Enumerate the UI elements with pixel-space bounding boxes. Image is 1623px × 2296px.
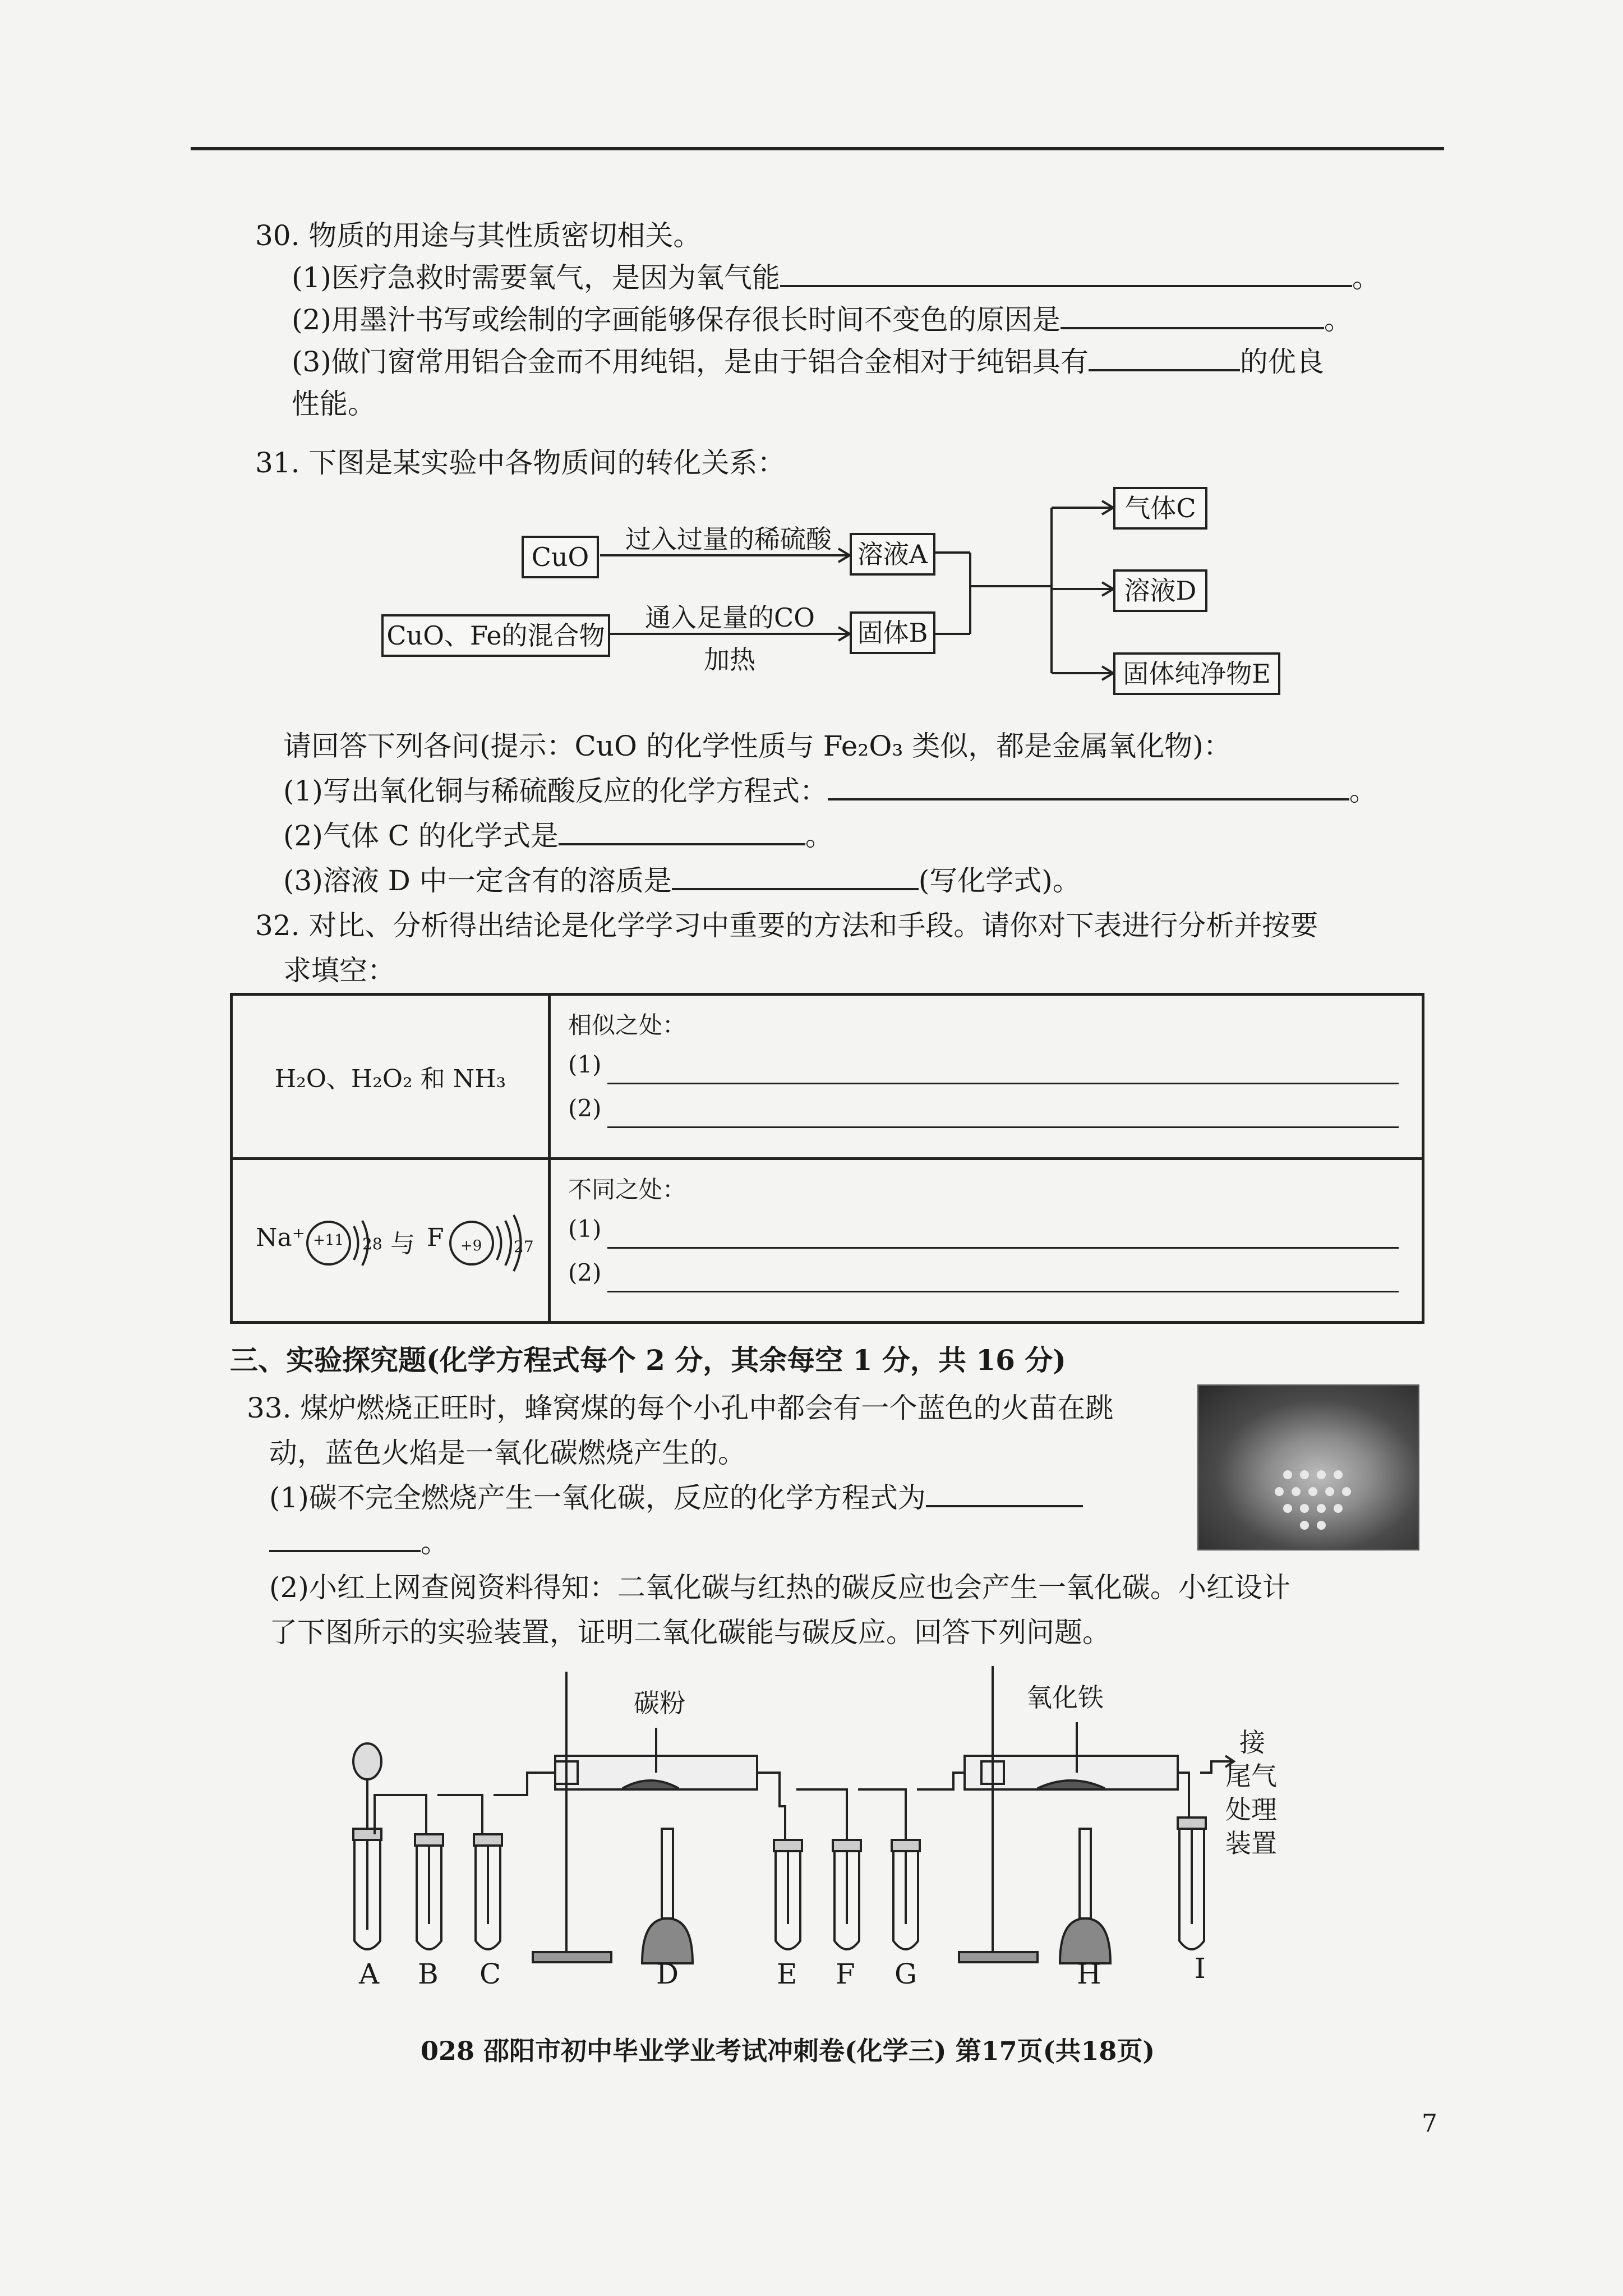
q31-hint: 请回答下列各问(提示：CuO 的化学性质与 Fe₂O₃ 类似，都是金属氧化物)： xyxy=(283,730,1232,762)
q31-answer-3-blank[interactable] xyxy=(672,861,919,890)
label-a: A xyxy=(359,1958,380,1990)
q33-line2: 动，蓝色火焰是一氧化碳燃烧产生的。 xyxy=(269,1437,746,1469)
q31-part1-period: 。 xyxy=(1349,775,1377,807)
f-nucleus: +9 xyxy=(460,1237,482,1255)
similarities-label: 相似之处： xyxy=(568,1011,686,1039)
na-nucleus: +11 xyxy=(313,1232,344,1249)
q31-answer-2-blank[interactable] xyxy=(559,816,805,845)
q33-part1 xyxy=(269,1475,1083,1516)
difference-2-blank[interactable] xyxy=(607,1291,1399,1292)
similarities-cell xyxy=(550,995,1423,1159)
carbon-powder-label: 碳粉 xyxy=(634,1688,685,1718)
item-2-label: (2) xyxy=(568,1094,602,1122)
label-i: I xyxy=(1195,1952,1206,1985)
difference-1[interactable] xyxy=(551,1215,1421,1259)
apparatus-drawing xyxy=(0,1660,1623,1997)
q30-part2-text: (2)用墨汁书写或绘制的字画能够保存很长时间不变色的原因是 xyxy=(292,303,1061,336)
na-ion-label: Na⁺ xyxy=(256,1223,305,1253)
cuo-box: CuO xyxy=(522,536,599,578)
label-g: G xyxy=(895,1958,917,1990)
q31-part3 xyxy=(283,858,1081,899)
q30-part1-text: (1)医疗急救时需要氧气，是因为氧气能 xyxy=(292,261,780,294)
label-h: H xyxy=(1077,1958,1101,1990)
na-shells: 28 xyxy=(362,1235,382,1254)
f-atom-label: F xyxy=(427,1223,444,1253)
tail-gas-label-1: 接 xyxy=(1239,1727,1265,1757)
tail-gas-label-3: 处理 xyxy=(1225,1795,1277,1825)
solution-a-box: 溶液A xyxy=(850,533,935,576)
difference-1-blank[interactable] xyxy=(607,1247,1399,1249)
q31-part3-tail: (写化学式)。 xyxy=(918,864,1081,897)
q30-part3-tail: 的优良 xyxy=(1239,346,1324,378)
ion-structures xyxy=(233,1184,547,1296)
q33-part1-text: (1)碳不完全燃烧产生一氧化碳，反应的化学方程式为 xyxy=(269,1481,926,1514)
solid-e-box: 固体纯净物E xyxy=(1113,652,1280,695)
item-2-label: (2) xyxy=(568,1258,602,1286)
q33-part2-line1: (2)小红上网查阅资料得知：二氧化碳与红热的碳反应也会产生一氧化碳。小红设计 xyxy=(269,1571,1290,1604)
q30-part3-continued: 性能。 xyxy=(292,388,376,420)
q33-part2-line2: 了下图所示的实验装置，证明二氧化碳能与碳反应。回答下列问题。 xyxy=(269,1616,1110,1649)
gas-c-box: 气体C xyxy=(1113,487,1207,530)
differences-label: 不同之处： xyxy=(568,1175,686,1203)
differences-cell xyxy=(550,1158,1423,1323)
table-row xyxy=(232,995,1423,1159)
honeycomb-coal-photo xyxy=(1197,1384,1419,1550)
iron-oxide-label: 氧化铁 xyxy=(1026,1682,1104,1713)
arrow1-label: 过入过量的稀硫酸 xyxy=(625,524,832,554)
table-row xyxy=(232,1158,1423,1323)
row1-formulas: H₂O、H₂O₂ 和 NH₃ xyxy=(274,1064,506,1093)
q33-answer-1-blank-a[interactable] xyxy=(926,1478,1083,1507)
arrow2-label-top: 通入足量的CO xyxy=(645,602,815,633)
section-3-heading: 三、实验探究题(化学方程式每个 2 分，其余每空 1 分，共 16 分) xyxy=(230,1343,1066,1377)
label-e: E xyxy=(777,1958,797,1990)
q31-part2-text: (2)气体 C 的化学式是 xyxy=(283,820,559,852)
page-footer: 028 邵阳市初中毕业学业考试冲刺卷(化学三) 第17页(共18页) xyxy=(421,2036,1155,2066)
q32-stem-line1: 32. 对比、分析得出结论是化学学习中重要的方法和手段。请你对下表进行分析并按要 xyxy=(255,909,1318,942)
q31-part1-text: (1)写出氧化铜与稀硫酸反应的化学方程式： xyxy=(283,775,828,807)
q33-part1-period: 。 xyxy=(421,1526,449,1559)
f-shells: 27 xyxy=(514,1237,534,1257)
q31-part2-period: 。 xyxy=(805,820,833,852)
q31-part3-text: (3)溶液 D 中一定含有的溶质是 xyxy=(283,864,672,897)
q32-stem-line2: 求填空： xyxy=(283,954,395,987)
tail-gas-label-2: 尾气 xyxy=(1225,1761,1277,1791)
q30-part3-text: (3)做门窗常用铝合金而不用纯铝，是由于铝合金相对于纯铝具有 xyxy=(292,346,1089,378)
similarities-heading xyxy=(551,1007,1421,1051)
and-text: 与 xyxy=(390,1230,415,1259)
label-d: D xyxy=(656,1958,679,1990)
comparison-table xyxy=(230,993,1424,1324)
mixture-box: CuO、Fe的混合物 xyxy=(381,614,610,657)
label-b: B xyxy=(418,1958,439,1990)
q30-stem: 30. 物质的用途与其性质密切相关。 xyxy=(255,219,702,252)
similarity-2[interactable] xyxy=(551,1094,1421,1138)
differences-heading xyxy=(551,1171,1421,1215)
solid-b-box: 固体B xyxy=(850,611,935,654)
similarity-1-blank[interactable] xyxy=(607,1083,1399,1084)
difference-2[interactable] xyxy=(551,1259,1421,1303)
q31-stem: 31. 下图是某实验中各物质间的转化关系： xyxy=(255,447,786,479)
q30-part1-period: 。 xyxy=(1352,261,1380,294)
item-1-label: (1) xyxy=(568,1051,602,1078)
q33-line1: 33. 煤炉燃烧正旺时，蜂窝煤的每个小孔中都会有一个蓝色的火苗在跳 xyxy=(247,1392,1114,1424)
q31-part1 xyxy=(283,769,1377,809)
tail-gas-label-4: 装置 xyxy=(1225,1828,1277,1858)
label-f: F xyxy=(836,1958,855,1990)
label-c: C xyxy=(479,1958,501,1990)
q31-part2 xyxy=(283,813,833,854)
q33-answer-1-blank-b[interactable] xyxy=(269,1523,421,1552)
solution-d-box: 溶液D xyxy=(1113,569,1207,612)
row2-ions-cell xyxy=(232,1158,550,1323)
item-1-label: (1) xyxy=(568,1214,602,1243)
q33-part1-continued xyxy=(269,1520,449,1561)
arrow2-label-bottom: 加热 xyxy=(704,645,755,675)
similarity-2-blank[interactable] xyxy=(607,1126,1399,1128)
similarity-1[interactable] xyxy=(551,1051,1421,1094)
row1-formulas-cell xyxy=(232,995,550,1159)
q30-part2-period: 。 xyxy=(1324,303,1352,336)
page-number: 7 xyxy=(1422,2109,1437,2138)
q31-answer-1-blank[interactable] xyxy=(828,771,1349,800)
